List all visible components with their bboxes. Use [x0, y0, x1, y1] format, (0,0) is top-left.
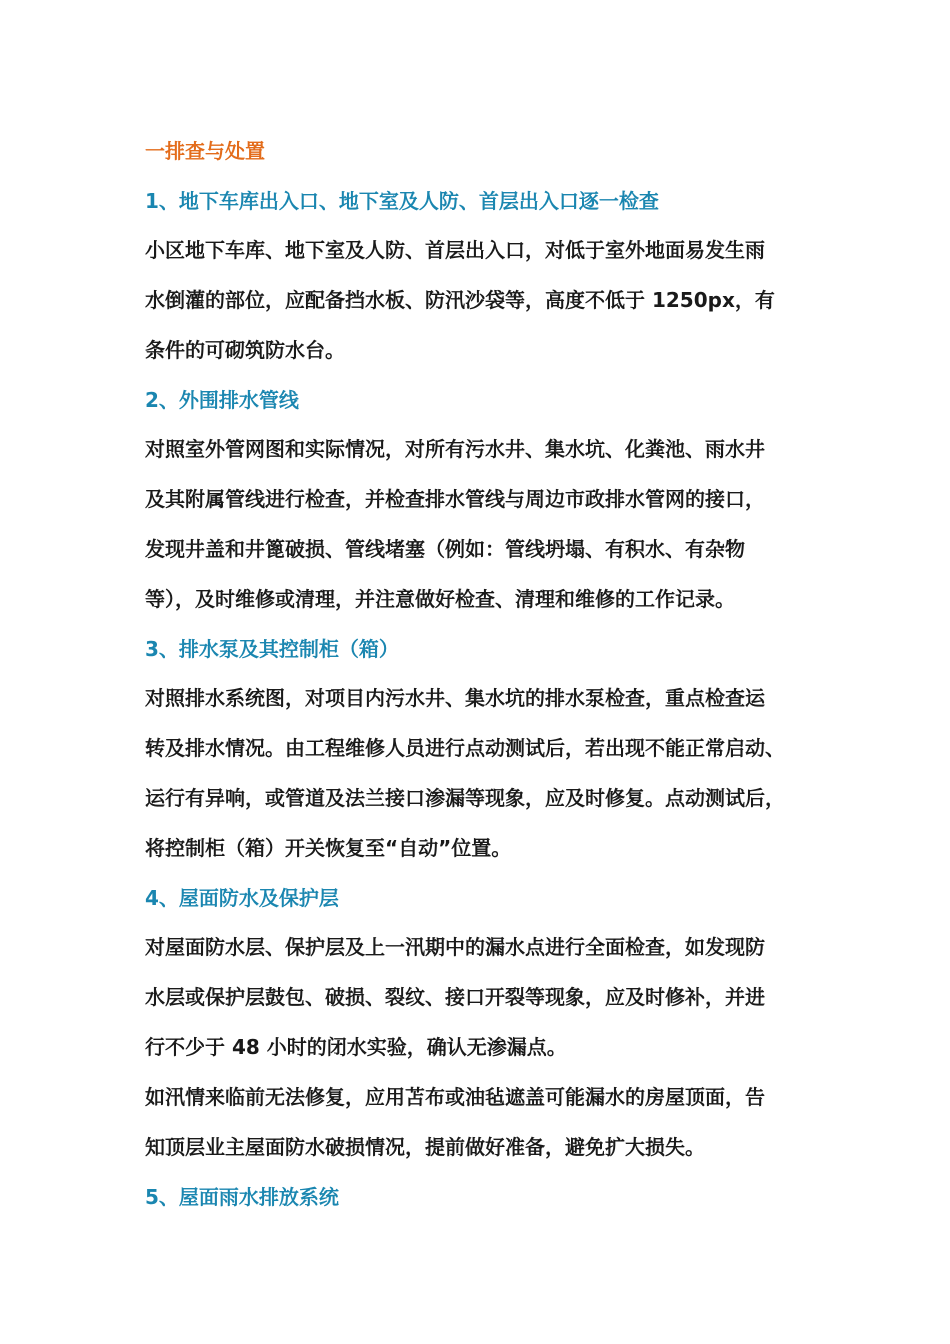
section-heading-2: 2、外围排水管线: [145, 388, 299, 412]
section-1-line-1: 小区地下车库、地下室及人防、首层出入口，对低于室外地面易发生雨: [145, 238, 765, 262]
section-heading-3: 3、排水泵及其控制柜（箱）: [145, 637, 399, 661]
section-2-line-4: 等），及时维修或清理，并注意做好检查、清理和维修的工作记录。: [145, 587, 735, 611]
section-4-line-1: 对屋面防水层、保护层及上一汛期中的漏水点进行全面检查，如发现防: [145, 935, 765, 959]
section-heading-5: 5、屋面雨水排放系统: [145, 1185, 339, 1209]
section-4-paragraph-2-line-1: 如汛情来临前无法修复，应用苫布或油毡遮盖可能漏水的房屋顶面，告: [145, 1085, 765, 1109]
section-4-line-3: 行不少于 48 小时的闭水实验，确认无渗漏点。: [145, 1035, 567, 1059]
section-4-line-2: 水层或保护层鼓包、破损、裂纹、接口开裂等现象，应及时修补，并进: [145, 985, 765, 1009]
section-3-line-4: 将控制柜（箱）开关恢复至“自动”位置。: [145, 836, 512, 860]
section-2-line-2: 及其附属管线进行检查，并检查排水管线与周边市政排水管网的接口，: [145, 487, 765, 511]
section-heading-1: 1、地下车库出入口、地下室及人防、首层出入口逐一检查: [145, 189, 659, 213]
section-1-line-3: 条件的可砌筑防水台。: [145, 338, 345, 362]
section-heading-4: 4、屋面防水及保护层: [145, 886, 339, 910]
section-3-line-1: 对照排水系统图，对项目内污水井、集水坑的排水泵检查，重点检查运: [145, 686, 765, 710]
section-4-paragraph-2-line-2: 知顶层业主屋面防水破损情况，提前做好准备，避免扩大损失。: [145, 1135, 705, 1159]
section-2-line-3: 发现井盖和井篦破损、管线堵塞（例如：管线坍塌、有积水、有杂物: [145, 537, 745, 561]
section-3-line-2: 转及排水情况。由工程维修人员进行点动测试后，若出现不能正常启动、: [145, 736, 785, 760]
section-3-line-3: 运行有异响，或管道及法兰接口渗漏等现象，应及时修复。点动测试后，: [145, 786, 785, 810]
section-2-line-1: 对照室外管网图和实际情况，对所有污水井、集水坑、化粪池、雨水井: [145, 437, 765, 461]
document-title: 一排查与处置: [145, 139, 265, 163]
section-1-line-2: 水倒灌的部位，应配备挡水板、防汛沙袋等，高度不低于 1250px，有: [145, 288, 775, 312]
